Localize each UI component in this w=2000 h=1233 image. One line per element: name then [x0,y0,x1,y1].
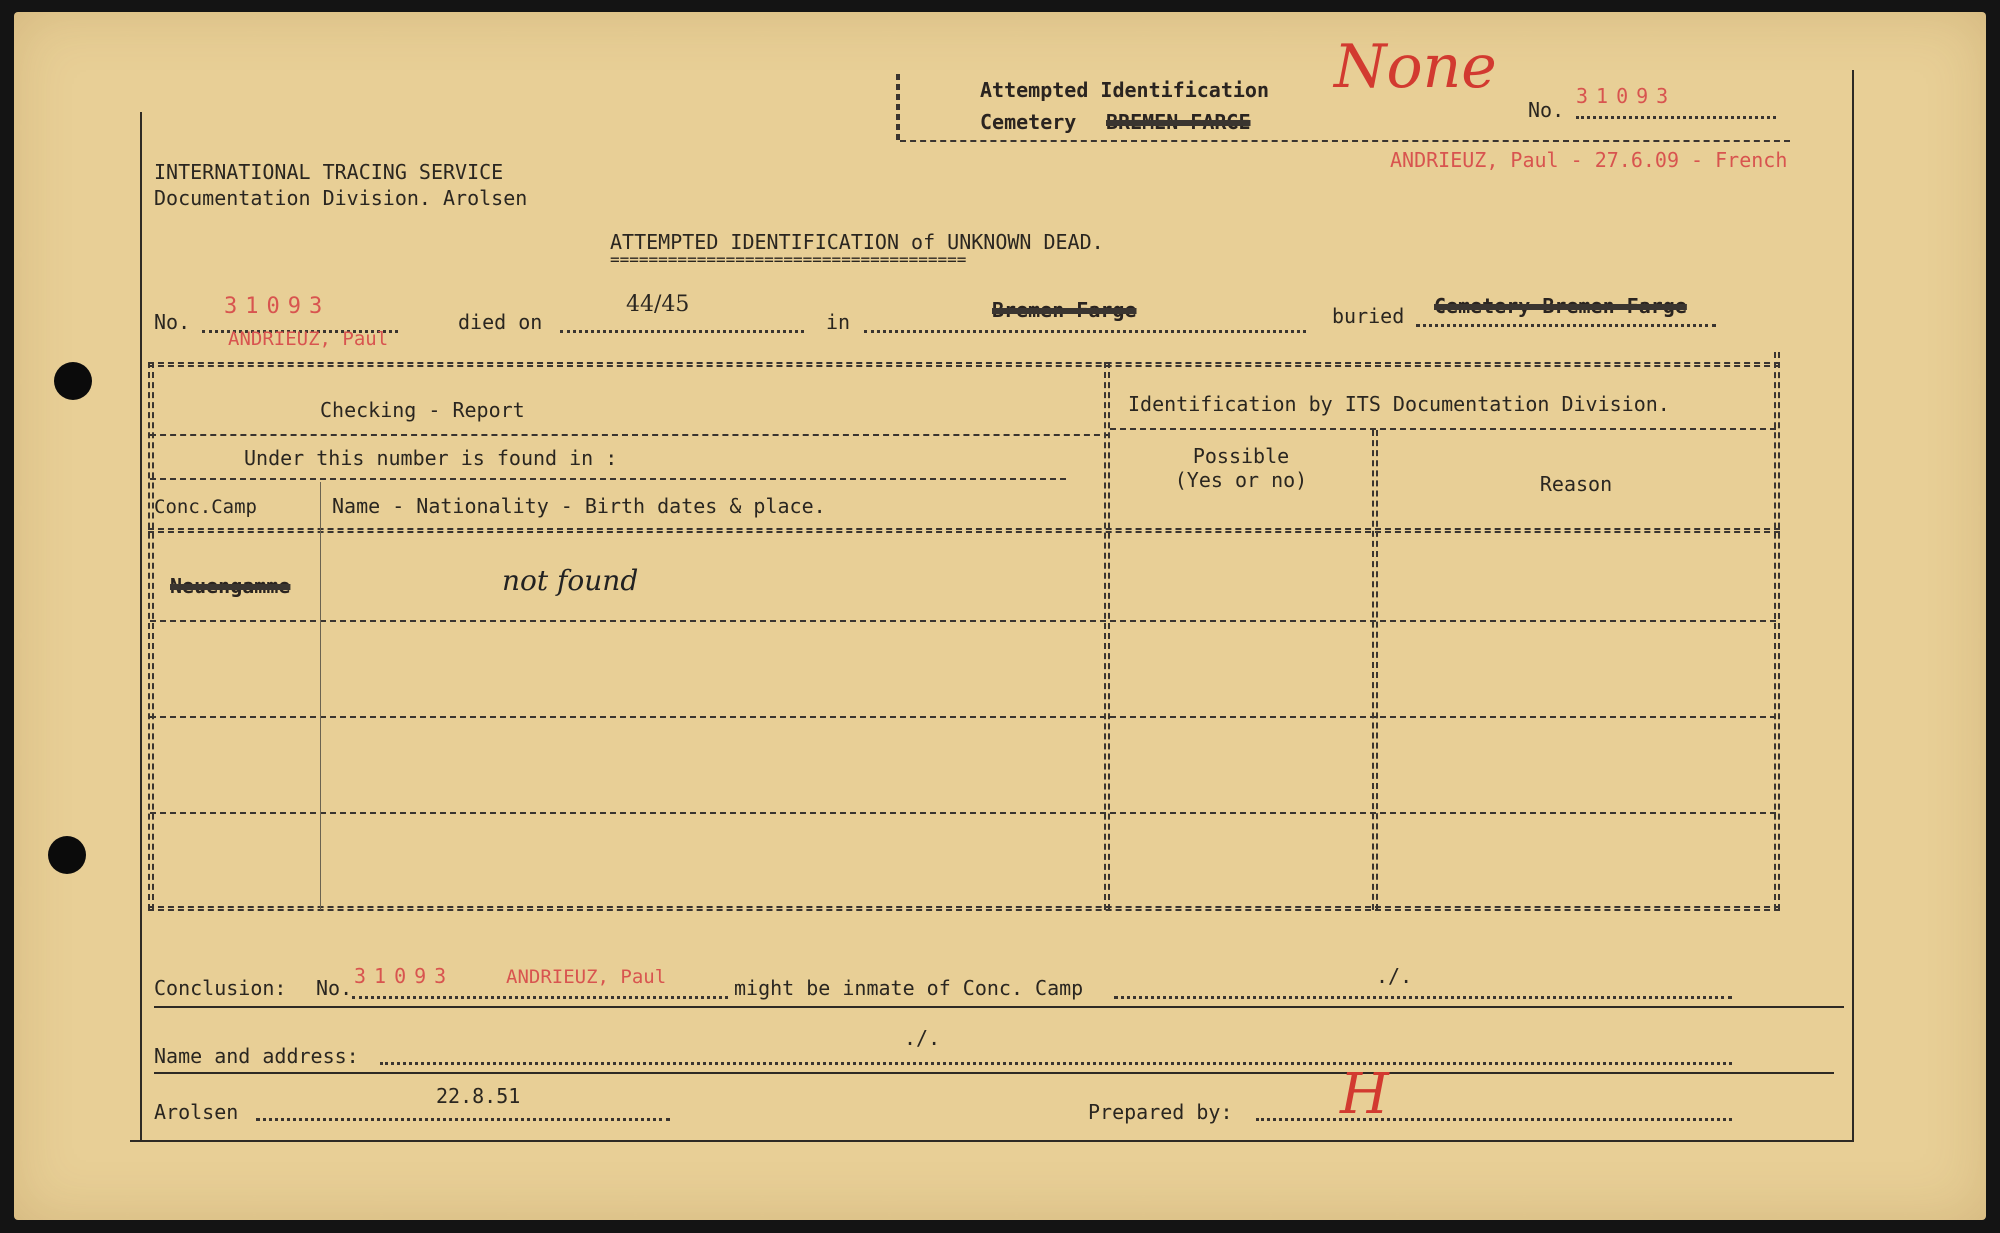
number-dots [1576,116,1776,119]
table-row-1-camp: Neuengamme [170,574,291,598]
under-number-header: Under this number is found in : [244,446,618,470]
conclusion-label: Conclusion: [154,976,287,1000]
table-bottom-rule [148,906,1780,911]
in-label: in [826,310,851,334]
table-top-rule [148,362,1780,367]
possible-header-cell [1110,444,1372,492]
possible-subheader: (Yes or no) [1174,468,1308,492]
table-header-rule-right [1110,428,1776,430]
table-row2-rule [150,716,1776,718]
table-row-1-name: not found [502,564,639,597]
conclusion-no-value: 31093 [354,964,455,988]
red-name-line: ANDRIEUZ, Paul - 27.6.09 - French [1390,148,1788,172]
died-on-value: 44/45 [626,292,690,317]
conclusion-text: might be inmate of Conc. Camp [734,976,1084,1000]
number-value: 31093 [1576,84,1677,108]
header-box-line2-place: BREMEN-FARGE [1106,110,1251,134]
name-address-dots [380,1062,1732,1065]
table-reason-divider [1372,430,1378,910]
table-left-edge [148,362,154,910]
right-frame-line [1852,70,1854,1142]
possible-header: Possible [1192,444,1290,468]
buried-label: buried [1332,304,1405,328]
punch-hole-top [54,362,92,400]
conclusion-value: ./. [1376,964,1413,988]
header-box-bottom-edge [900,140,1790,142]
header-box-line1: Attempted Identification [980,78,1269,102]
name-address-label: Name and address: [154,1044,359,1068]
bottom-frame-line [130,1140,1854,1142]
table-right-edge [1774,352,1780,910]
red-scrawl: None [1334,32,1497,102]
col-camp-header: Conc.Camp [154,496,257,518]
table-subheader-rule [150,478,1066,480]
name-address-value: ./. [904,1026,941,1050]
died-on-dots [560,330,804,333]
record-name-below: ANDRIEUZ, Paul [228,328,389,350]
name-address-rule [154,1072,1834,1074]
record-no-label: No. [154,310,191,334]
table-camp-divider [320,482,321,910]
header-box-left-edge [896,74,900,140]
died-on-label: died on [458,310,543,334]
left-frame-line [140,112,142,1142]
conclusion-name: ANDRIEUZ, Paul [506,966,667,988]
conclusion-no-dots [352,996,728,999]
conclusion-no-label: No. [316,976,353,1000]
footer-place-label: Arolsen [154,1100,239,1124]
org-line2: Documentation Division. Arolsen [154,186,528,210]
table-row3-rule [150,812,1776,814]
table-header-rule-left [150,434,1110,436]
reason-header: Reason [1539,472,1613,496]
footer-date: 22.8.51 [436,1084,521,1108]
signature: H [1340,1062,1389,1127]
footer-date-dots [256,1118,670,1121]
title-underline: ===================================== [610,250,967,269]
org-line1: INTERNATIONAL TRACING SERVICE [154,160,504,184]
table-column-header-rule [148,528,1780,533]
checking-report-header: Checking - Report [320,398,525,422]
number-label: No. [1528,98,1565,122]
in-dots [864,330,1306,333]
index-card [14,12,1986,1220]
identification-header: Identification by ITS Documentation Division. [1128,392,1670,416]
conclusion-dots [1114,996,1732,999]
header-box-line2-prefix: Cemetery [980,110,1077,134]
col-name-header: Name - Nationality - Birth dates & place. [332,494,826,518]
punch-hole-bottom [48,836,86,874]
page-title: ATTEMPTED IDENTIFICATION of UNKNOWN DEAD. [610,230,1104,254]
conclusion-rule [154,1006,1844,1008]
buried-dots [1416,324,1716,327]
prepared-by-label: Prepared by: [1088,1100,1233,1124]
in-value: Bremen-Farge [992,298,1137,322]
prepared-by-dots [1256,1118,1732,1121]
table-row1-rule [150,620,1776,622]
record-no-value: 31093 [224,294,331,319]
buried-value: Cemetery Bremen-Farge [1434,294,1687,318]
